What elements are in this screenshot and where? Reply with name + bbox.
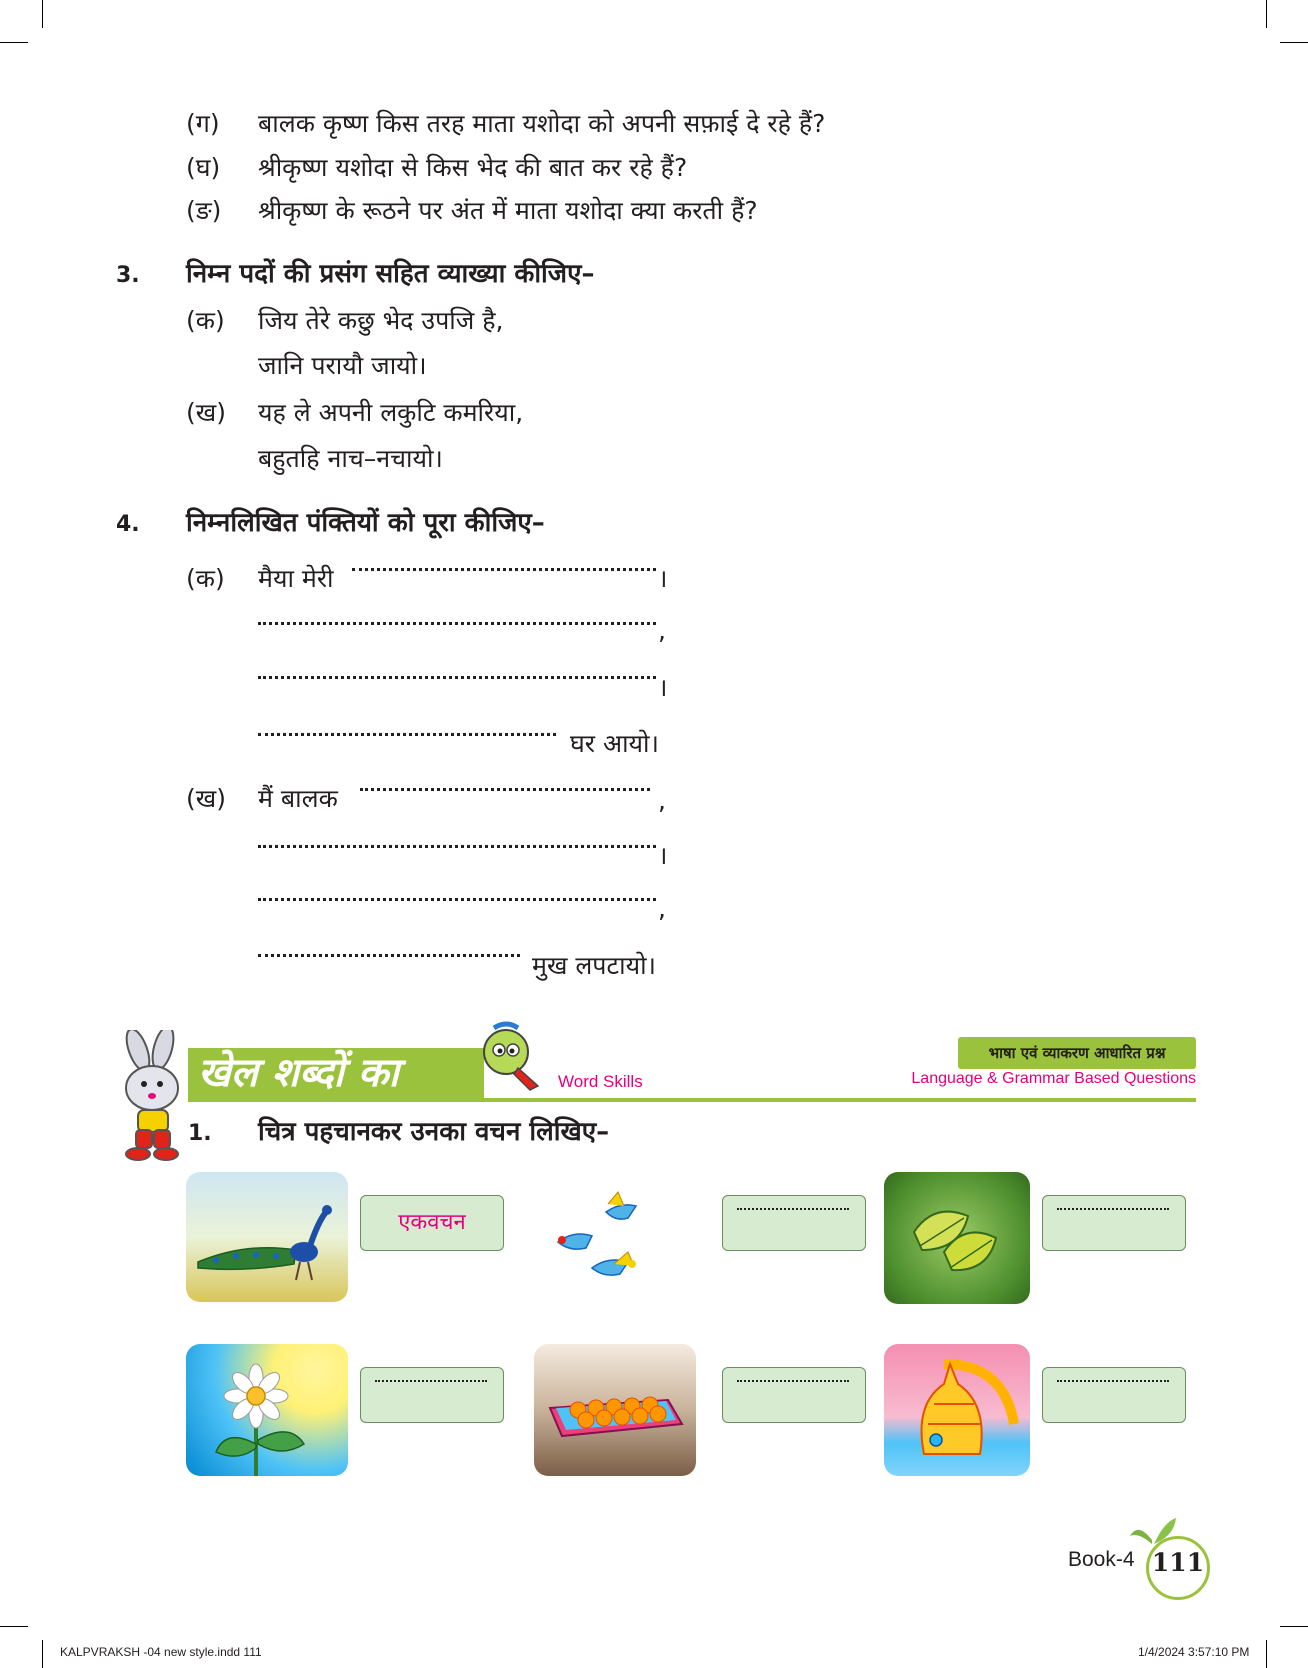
grammar-badge-text: भाषा एवं व्याकरण आधारित प्रश्न <box>988 1044 1166 1062</box>
line-end: । <box>658 841 668 870</box>
line-end: घर आयो। <box>570 729 659 758</box>
sample-answer: एकवचन <box>398 1210 466 1235</box>
verse-line: यह ले अपनी लकुटि कमरिया, <box>258 398 524 427</box>
fill-blank <box>1057 1208 1169 1210</box>
line-end: । <box>658 673 668 702</box>
crop-mark <box>42 0 43 28</box>
fill-blank[interactable] <box>360 788 650 791</box>
peacock-image <box>186 1172 348 1302</box>
fill-blank <box>375 1380 487 1382</box>
question-text: बालक कृष्ण किस तरह माता यशोदा को अपनी सफ़ाई दे रहे हैं? <box>258 109 826 138</box>
item-label: (क) <box>186 306 225 335</box>
timestamp-slug: 1/4/2024 3:57:10 PM <box>1138 1645 1250 1659</box>
answer-box[interactable] <box>360 1367 504 1423</box>
flower-image <box>186 1344 348 1476</box>
question-label: (घ) <box>186 153 221 182</box>
fill-blank <box>737 1208 849 1210</box>
question-text: श्रीकृष्ण यशोदा से किस भेद की बात कर रहे हैं? <box>258 153 688 182</box>
file-slug: KALPVRAKSH -04 new style.indd 111 <box>60 1645 262 1659</box>
section-number: 3. <box>116 263 140 288</box>
verse-start: मैं बालक <box>258 784 338 813</box>
leaves-image <box>884 1172 1030 1304</box>
section-title: निम्न पदों की प्रसंग सहित व्याख्या कीजिए– <box>186 259 595 289</box>
birds-image <box>548 1182 672 1300</box>
birds-icon <box>548 1182 672 1300</box>
book-label: Book-4 <box>1068 1548 1135 1571</box>
crop-mark <box>1266 1640 1267 1668</box>
fill-blank[interactable] <box>258 622 656 625</box>
question-number: 1. <box>188 1121 212 1146</box>
crop-mark <box>1280 1626 1308 1627</box>
line-end: , <box>658 786 666 815</box>
peacock-icon <box>186 1172 348 1302</box>
question-text: श्रीकृष्ण के रूठने पर अंत में माता यशोदा क्या करती हैं? <box>258 196 758 225</box>
leaves-icon <box>884 1172 1030 1304</box>
answer-box[interactable] <box>1042 1367 1186 1423</box>
page-number: 111 <box>1151 1548 1205 1577</box>
fill-blank <box>1057 1380 1169 1382</box>
rabbit-mascot-icon <box>108 1030 200 1165</box>
crop-mark <box>0 1626 28 1627</box>
fill-blank[interactable] <box>352 568 656 571</box>
line-end: । <box>658 564 668 593</box>
fill-blank[interactable] <box>258 954 520 957</box>
answer-box[interactable] <box>360 1195 504 1251</box>
fill-blank[interactable] <box>258 676 656 679</box>
line-end: , <box>658 894 666 923</box>
crown-image <box>884 1344 1030 1476</box>
answer-box[interactable] <box>722 1367 866 1423</box>
question-title: चित्र पहचानकर उनका वचन लिखिए– <box>258 1117 610 1147</box>
item-label: (ख) <box>186 398 226 427</box>
crop-mark <box>42 1640 43 1668</box>
sweets-box-image <box>534 1344 696 1476</box>
banner-title: खेल शब्दों का <box>198 1050 399 1096</box>
verse-line: बहुतहि नाच–नचायो। <box>258 444 443 473</box>
grammar-badge <box>958 1037 1196 1069</box>
section-title: निम्नलिखित पंक्तियों को पूरा कीजिए– <box>186 508 545 538</box>
verse-start: मैया मेरी <box>258 564 334 593</box>
section-divider <box>188 1098 1196 1102</box>
flower-icon <box>186 1344 348 1476</box>
pencil-mascot-icon <box>476 1020 546 1094</box>
sweets-box-icon <box>534 1344 696 1476</box>
item-label: (क) <box>186 564 225 593</box>
fill-blank[interactable] <box>258 898 656 901</box>
crop-mark <box>0 42 28 43</box>
verse-line: जानि परायौ जायो। <box>258 351 427 380</box>
line-end: , <box>658 616 666 645</box>
word-skills-label: Word Skills <box>558 1072 643 1091</box>
line-end: मुख लपटायो। <box>532 951 657 980</box>
answer-box[interactable] <box>1042 1195 1186 1251</box>
crown-icon <box>884 1344 1030 1476</box>
question-label: (ग) <box>186 109 220 138</box>
section-number: 4. <box>116 512 140 537</box>
fill-blank <box>737 1380 849 1382</box>
answer-box[interactable] <box>722 1195 866 1251</box>
crop-mark <box>1280 42 1308 43</box>
crop-mark <box>1266 0 1267 28</box>
grammar-subtitle: Language & Grammar Based Questions <box>911 1070 1196 1087</box>
fill-blank[interactable] <box>258 733 556 736</box>
verse-line: जिय तेरे कछु भेद उपजि है, <box>258 306 504 335</box>
fill-blank[interactable] <box>258 845 656 848</box>
question-label: (ङ) <box>186 196 222 225</box>
item-label: (ख) <box>186 784 226 813</box>
